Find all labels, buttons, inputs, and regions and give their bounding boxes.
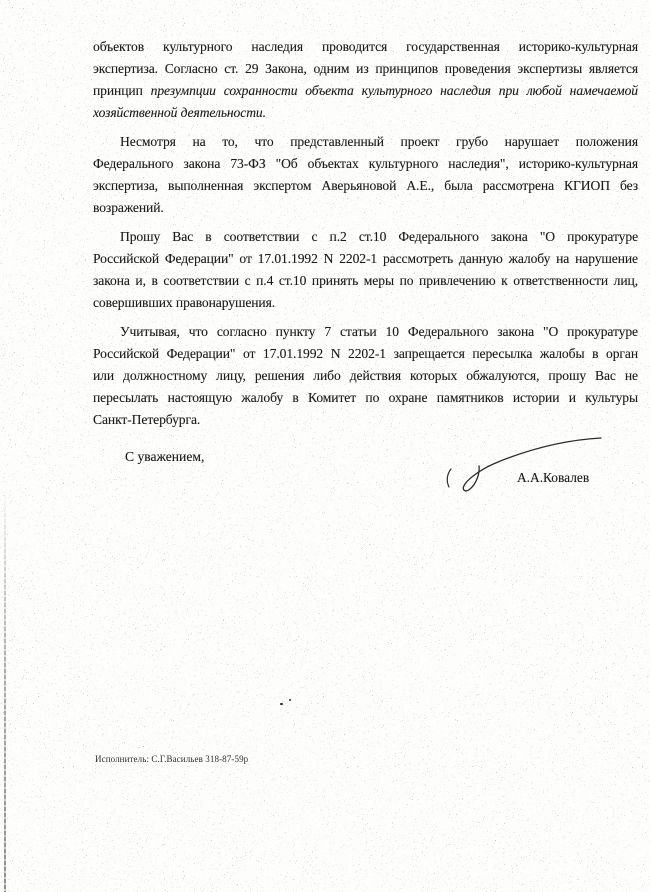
paragraph-request [93, 226, 638, 314]
text-line: хозяйственной деятельности. [93, 105, 266, 120]
text-line: Прошу Вас в соответствии с п.2 ст.10 Федерального закона "О прокуратуре [120, 229, 638, 244]
handwritten-signature [425, 425, 625, 500]
scan-speck [289, 699, 291, 701]
text-line: экспертиза, выполненная экспертом Аверьяновой А.Е., была рассмотрена КГИОП без [93, 178, 638, 193]
text-line: Российской Федерации" от 17.01.1992 N 2202-1 рассмотреть данную жалобу на нарушение [93, 251, 638, 266]
scan-speck [280, 703, 283, 705]
text-line: экспертиза. Согласно ст. 29 Закона, одним из принципов проведения экспертизы является [93, 61, 638, 76]
paragraph-expertise [93, 36, 638, 124]
text-line: объектов культурного наследия проводится государственная историко-культурная [93, 39, 638, 54]
signoff-text: С уважением, [125, 449, 205, 464]
parenthesis-mark [447, 469, 451, 487]
text-line: принцип презумпции сохранности объекта культурного наследия при любой намечаемой [93, 83, 638, 98]
signature-name: А.А.Ковалев [517, 470, 590, 485]
text-line: или должностному лицу, решения либо действия которых обжалуются, прошу Вас не [93, 368, 638, 383]
text-line: Федерального закона 73-ФЗ "Об объектах культурного наследия", историко-культурная [93, 156, 638, 171]
text-line: Несмотря на то, что представленный проект грубо нарушает положения [120, 134, 638, 149]
text-line: возражений. [93, 200, 164, 215]
text-line: Учитывая, что согласно пункту 7 статьи 10 Федерального закона "О прокуратуре [120, 324, 638, 339]
executor-note: Исполнитель: С.Г.Васильев 318-87-59р [95, 754, 249, 764]
scan-edge-artifact [4, 487, 6, 892]
text-line: совершивших правонарушения. [93, 295, 276, 310]
text-line: Санкт-Петербурга. [93, 412, 201, 427]
text-line: пересылать настоящую жалобу в Комитет по охране памятников истории и культуры [93, 390, 638, 405]
text-line: Российской Федерации" от 17.01.1992 N 2202-1 запрещается пересылка жалобы в орган [93, 346, 638, 361]
paragraph-no-forwarding [93, 321, 638, 431]
paragraph-violation [93, 131, 638, 219]
letter-body [93, 36, 638, 431]
text-line: закона и, в соответствии с п.4 ст.10 принять меры по привлечению к ответственности лиц, [93, 273, 638, 288]
